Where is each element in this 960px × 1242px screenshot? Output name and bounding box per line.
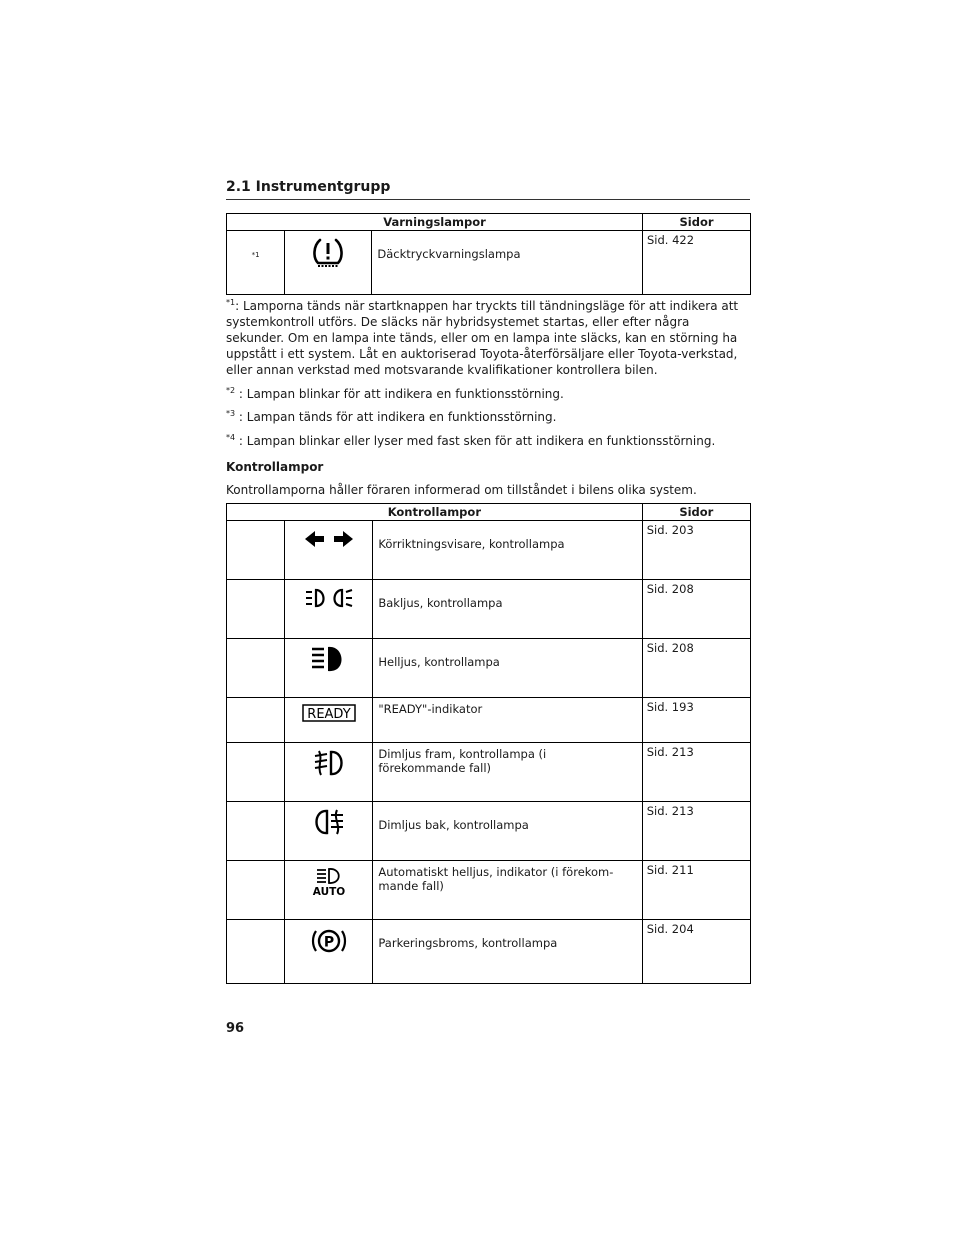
footnote-3: $^{*3}$ : Lampan tänds för att indikera en funktionsstörning. (226, 409, 557, 424)
parking-brake-icon (311, 926, 347, 956)
auto-high-beam-icon (312, 867, 346, 897)
icon-cell (285, 698, 373, 743)
table-row (227, 698, 751, 743)
page-ref: Sid. 204 (642, 920, 750, 984)
turn-signal-arrows-icon (303, 527, 355, 551)
warning-table-header (227, 214, 751, 231)
footnote-marker: *1 (227, 231, 285, 295)
lamp-label: Dimljus bak, kontrollampa (373, 802, 642, 861)
section-title: 2.1 Instrumentgrupp (226, 179, 391, 195)
rear-fog-light-icon (313, 808, 345, 836)
warning-table-header-left: Varningslampor (227, 214, 643, 231)
control-lamps-intro: Kontrollamporna håller föraren informerad om tillståndet i bilens olika system. (226, 483, 697, 497)
lamp-label: Dimljus fram, kontrollampa (i förekommande fall) (373, 743, 642, 802)
table-row (227, 920, 751, 984)
warning-lamps-table (226, 213, 751, 295)
lamp-label: "READY"-indikator (373, 698, 642, 743)
svg-text:P: P (323, 934, 334, 951)
table-row (227, 231, 751, 295)
page-ref: Sid. 213 (642, 802, 750, 861)
control-table-header (227, 504, 751, 521)
table-row (227, 580, 751, 639)
table-row (227, 521, 751, 580)
front-fog-light-icon (313, 749, 345, 777)
page-ref: Sid. 208 (642, 580, 750, 639)
lamp-label: Körriktningsvisare, kontrollampa (373, 521, 642, 580)
high-beam-icon (311, 645, 347, 673)
control-table-header-right: Sidor (642, 504, 750, 521)
control-lamps-heading: Kontrollampor (226, 460, 324, 474)
table-row (227, 743, 751, 802)
icon-cell (285, 861, 373, 920)
warning-table-header-right: Sidor (643, 214, 751, 231)
page-ref: Sid. 203 (642, 521, 750, 580)
tail-light-icon (305, 586, 353, 610)
icon-cell (285, 580, 373, 639)
table-row (227, 639, 751, 698)
page-ref: Sid. 422 (643, 231, 751, 295)
svg-text:AUTO: AUTO (312, 886, 345, 897)
footnote-2: $^{*2}$ : Lampan blinkar för att indikera en funktionsstörning. (226, 386, 564, 401)
icon-cell (285, 743, 373, 802)
page-ref: Sid. 213 (642, 743, 750, 802)
lamp-label: Bakljus, kontrollampa (373, 580, 642, 639)
icon-cell (285, 802, 373, 861)
tire-pressure-warning-icon (311, 237, 345, 269)
footnote-4: $^{*4}$ : Lampan blinkar eller lyser med fast sken för att indikera en funktionsstörning. (226, 433, 716, 448)
lamp-label: Helljus, kontrollampa (373, 639, 642, 698)
footnote-1: $^{*1}$: Lamporna tänds när startknappen har tryckts till tändningsläge för att indikera att systemkontroll utförs. De släcks när hybridsystemet startas, eller efter några sekunder. Om en lampa inte tänds, eller om en lampa inte släcks, kan en störning ha uppstått i ett system. Låt en auktoriserad Toyota-återförsäljare eller Toyota-verkstad, eller annan verkstad med motsvarande kvalifikationer kontrollera bilen. (226, 298, 739, 377)
icon-cell (285, 521, 373, 580)
page-ref: Sid. 211 (642, 861, 750, 920)
table-row (227, 802, 751, 861)
icon-cell (285, 639, 373, 698)
icon-cell (285, 231, 372, 295)
page-ref: Sid. 193 (642, 698, 750, 743)
lamp-label: Däcktryckvarningslampa (372, 231, 643, 295)
lamp-label: Automatiskt helljus, indikator (i förekom-mande fall) (373, 861, 642, 920)
page-ref: Sid. 208 (642, 639, 750, 698)
control-table-header-left: Kontrollampor (227, 504, 643, 521)
ready-indicator-icon (302, 704, 356, 722)
page-number: 96 (226, 1021, 245, 1036)
svg-text:READY: READY (307, 707, 351, 722)
control-lamps-table (226, 503, 751, 984)
table-row (227, 861, 751, 920)
title-rule (226, 199, 750, 200)
icon-cell (285, 920, 373, 984)
lamp-label: Parkeringsbroms, kontrollampa (373, 920, 642, 984)
